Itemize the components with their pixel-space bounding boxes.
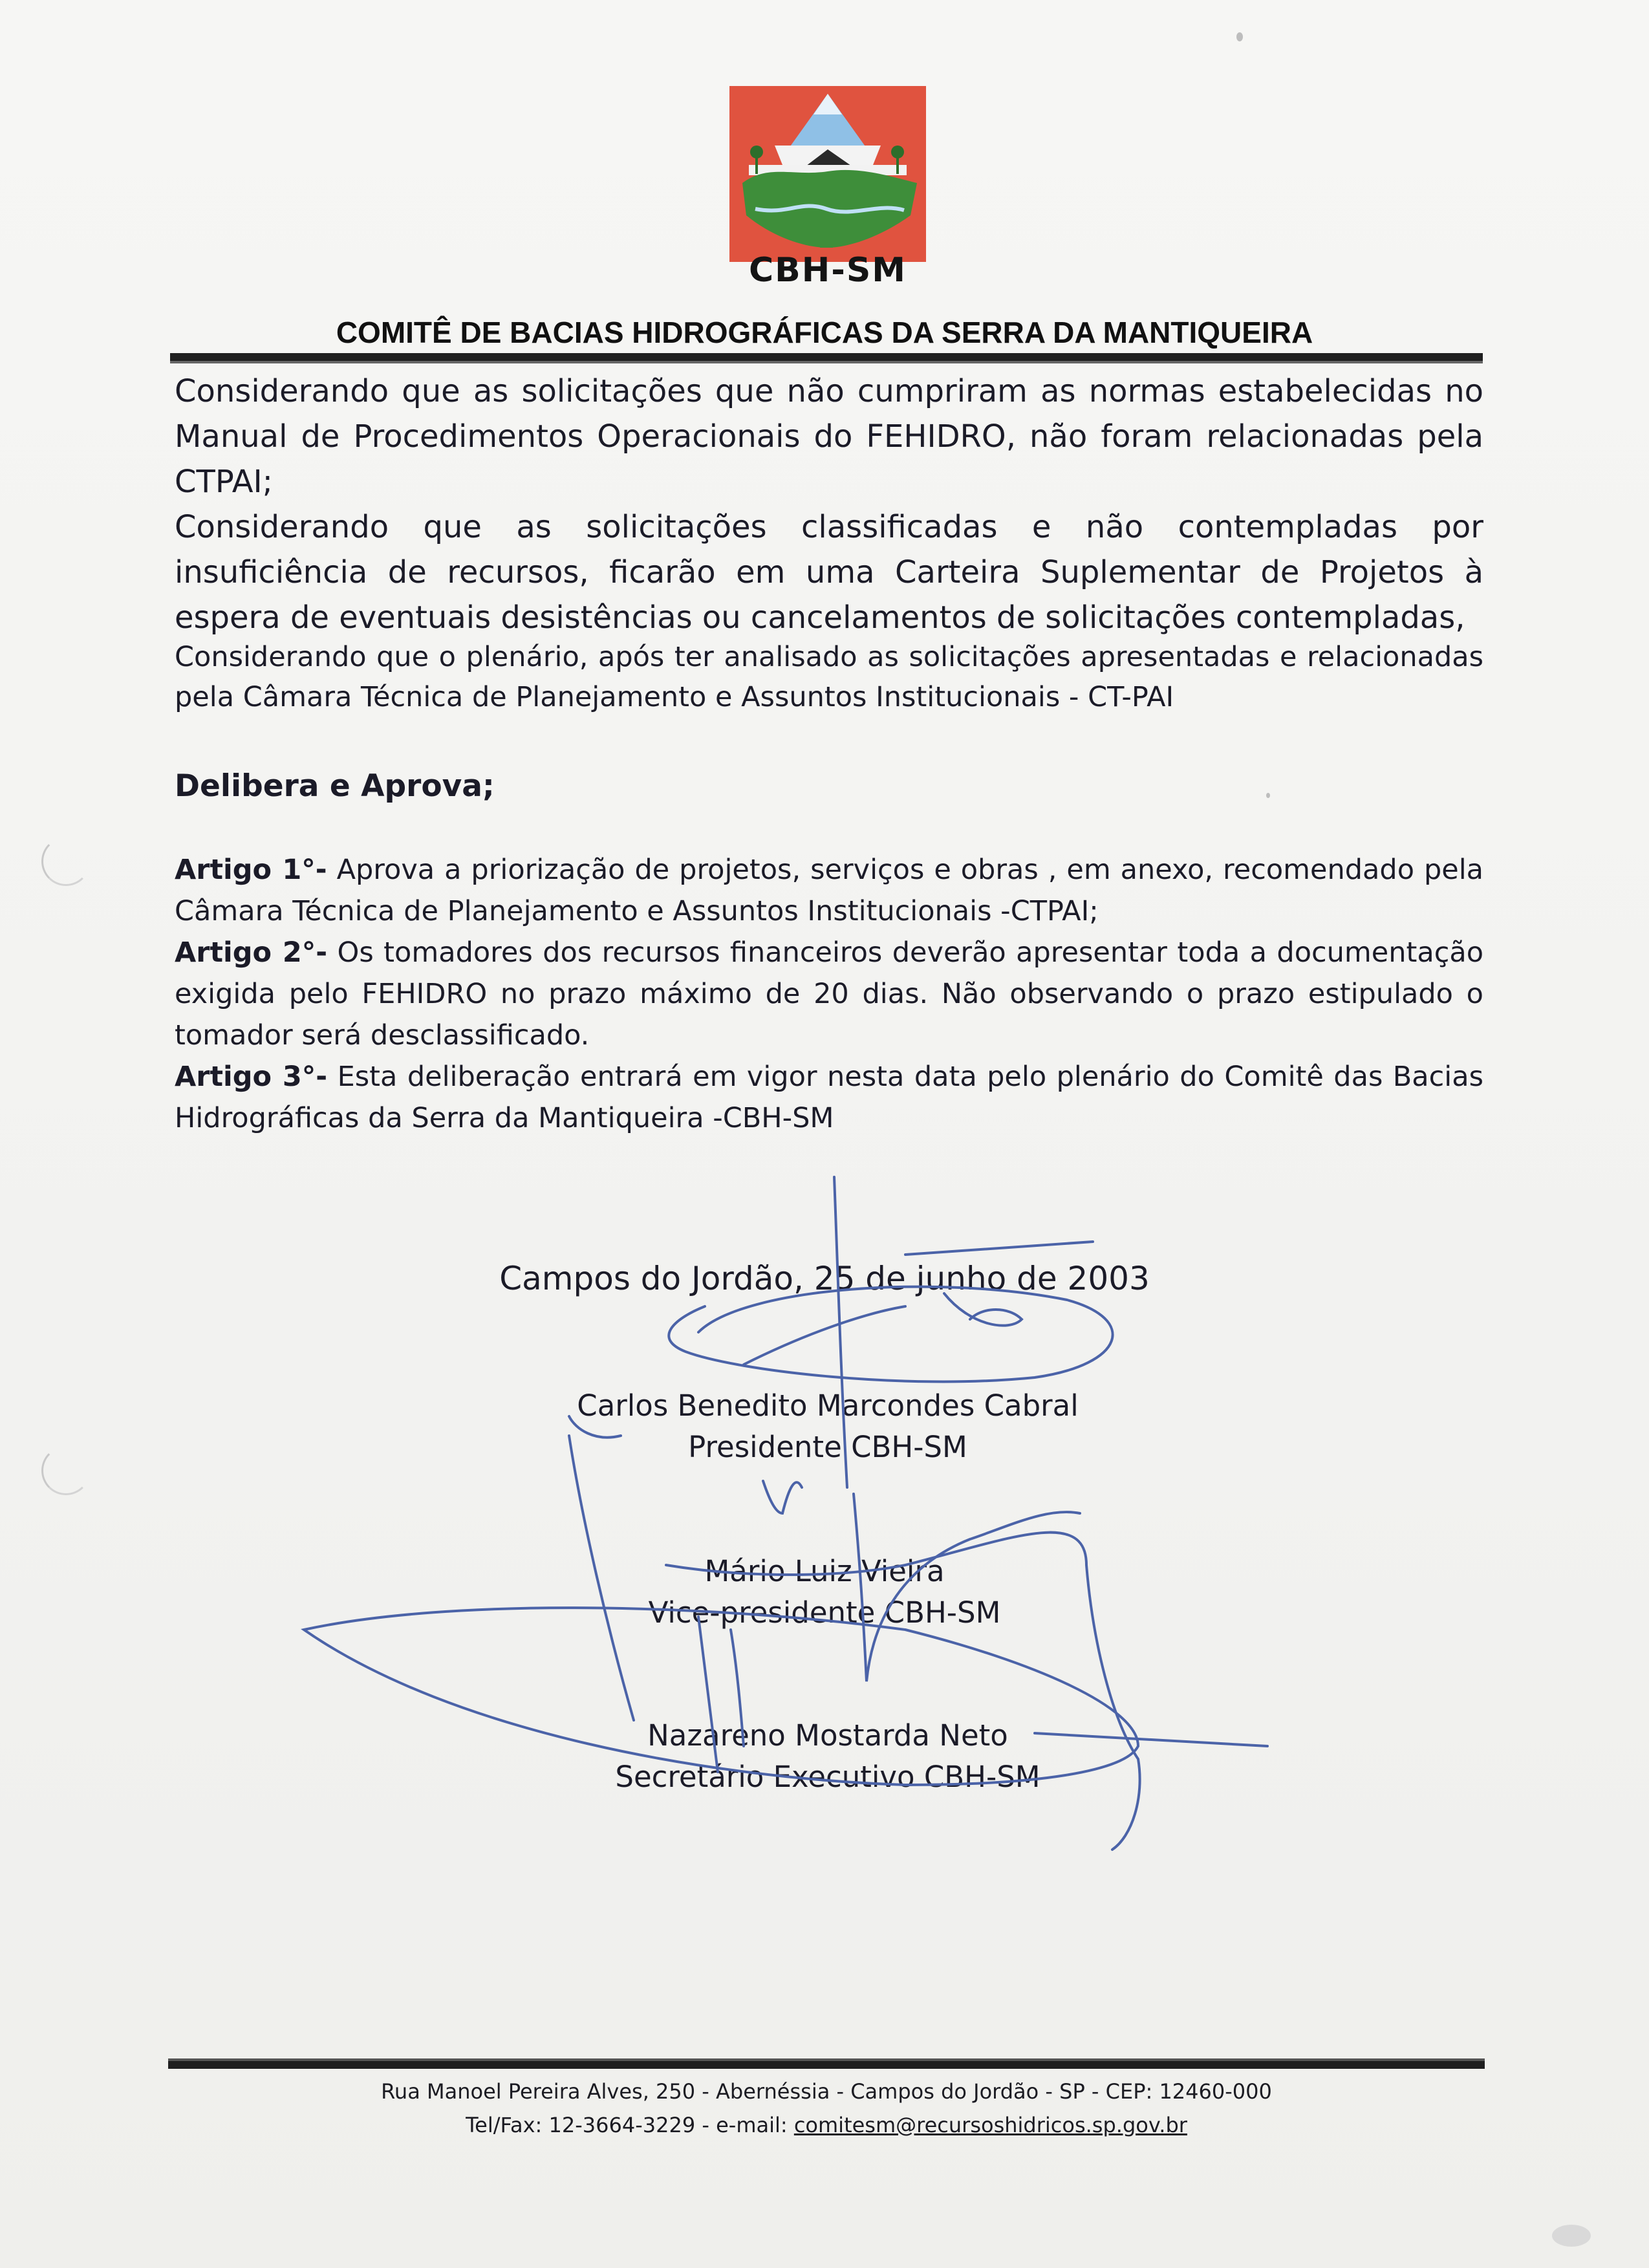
cbh-sm-logo (729, 86, 926, 262)
signatory-secretary (504, 1715, 1151, 1798)
signatory-name: Mário Luiz Vieira (704, 1554, 945, 1588)
signatory-role: Presidente CBH-SM (688, 1430, 967, 1464)
date-line: Campos do Jordão, 25 de junho de 2003 (499, 1260, 1150, 1297)
footer (168, 2075, 1485, 2142)
footer-email-link[interactable]: comitesm@recursoshidricos.sp.gov.br (793, 2113, 1187, 2137)
signatory-name: Carlos Benedito Marcondes Cabral (577, 1388, 1079, 1423)
scan-speck (1552, 2225, 1591, 2247)
scan-speck (1266, 793, 1270, 798)
article-item (175, 849, 1483, 932)
article-item (175, 1056, 1483, 1139)
header-rule (170, 353, 1483, 363)
article-text: Aprova a priorização de projetos, serviços e obras , em anexo, recomendado pela Câmara Técnica de Planejamento e Assuntos Institucionais -CTPAI; (175, 854, 1484, 927)
signatory-name: Nazareno Mostarda Neto (647, 1718, 1008, 1753)
signatory-role: Secretário Executivo CBH-SM (615, 1760, 1040, 1794)
punch-hole-top (41, 837, 91, 886)
article-label: Artigo 3°- (175, 1061, 328, 1093)
consideration-paragraph: Considerando que as solicitações classificadas e não contempladas por insuficiência de recursos, ficarão em uma Carteira Suplementar de Projetos à espera de eventuais desistências ou cancelamentos de solicitações contempladas, (175, 509, 1483, 636)
footer-rule (168, 2058, 1485, 2069)
article-text: Esta deliberação entrará em vigor nesta data pelo plenário do Comitê das Bacias Hidrográficas da Serra da Mantiqueira -CBH-SM (175, 1061, 1484, 1134)
article-label: Artigo 2°- (175, 936, 328, 969)
committee-title: COMITÊ DE BACIAS HIDROGRÁFICAS DA SERRA DA MANTIQUEIRA (336, 316, 1313, 349)
consideration-paragraph: Considerando que o plenário, após ter analisado as solicitações apresentadas e relacionadas pela Câmara Técnica de Planejamento e Assuntos Institucionais - CT-PAI (175, 641, 1483, 713)
articles-list (175, 849, 1483, 1139)
footer-contact-phone: Tel/Fax: 12-3664-3229 - e-mail: (466, 2113, 794, 2137)
article-text: Os tomadores dos recursos financeiros deverão apresentar toda a documentação exigida pelo FEHIDRO no prazo máximo de 20 dias. Não observando o prazo estipulado o tomador será desclassificado. (175, 936, 1483, 1052)
signatory-vice-president (501, 1551, 1148, 1634)
footer-contact (168, 2108, 1485, 2142)
logo-caption: CBH-SM (748, 251, 907, 290)
signatory-role: Vice-presidente CBH-SM (648, 1595, 1001, 1630)
consideration-paragraph: Considerando que as solicitações que não cumpriram as normas estabelecidas no Manual de Procedimentos Operacionais do FEHIDRO, não foram relacionadas pela CTPAI; (175, 373, 1483, 500)
article-item (175, 932, 1483, 1056)
article-label: Artigo 1°- (175, 854, 327, 886)
scan-speck (1236, 32, 1243, 41)
resolution-heading: Delibera e Aprova; (175, 768, 495, 804)
punch-hole-bottom (41, 1446, 91, 1495)
footer-address: Rua Manoel Pereira Alves, 250 - Abernéssia - Campos do Jordão - SP - CEP: 12460-000 (381, 2079, 1272, 2104)
signatory-president (504, 1385, 1151, 1468)
